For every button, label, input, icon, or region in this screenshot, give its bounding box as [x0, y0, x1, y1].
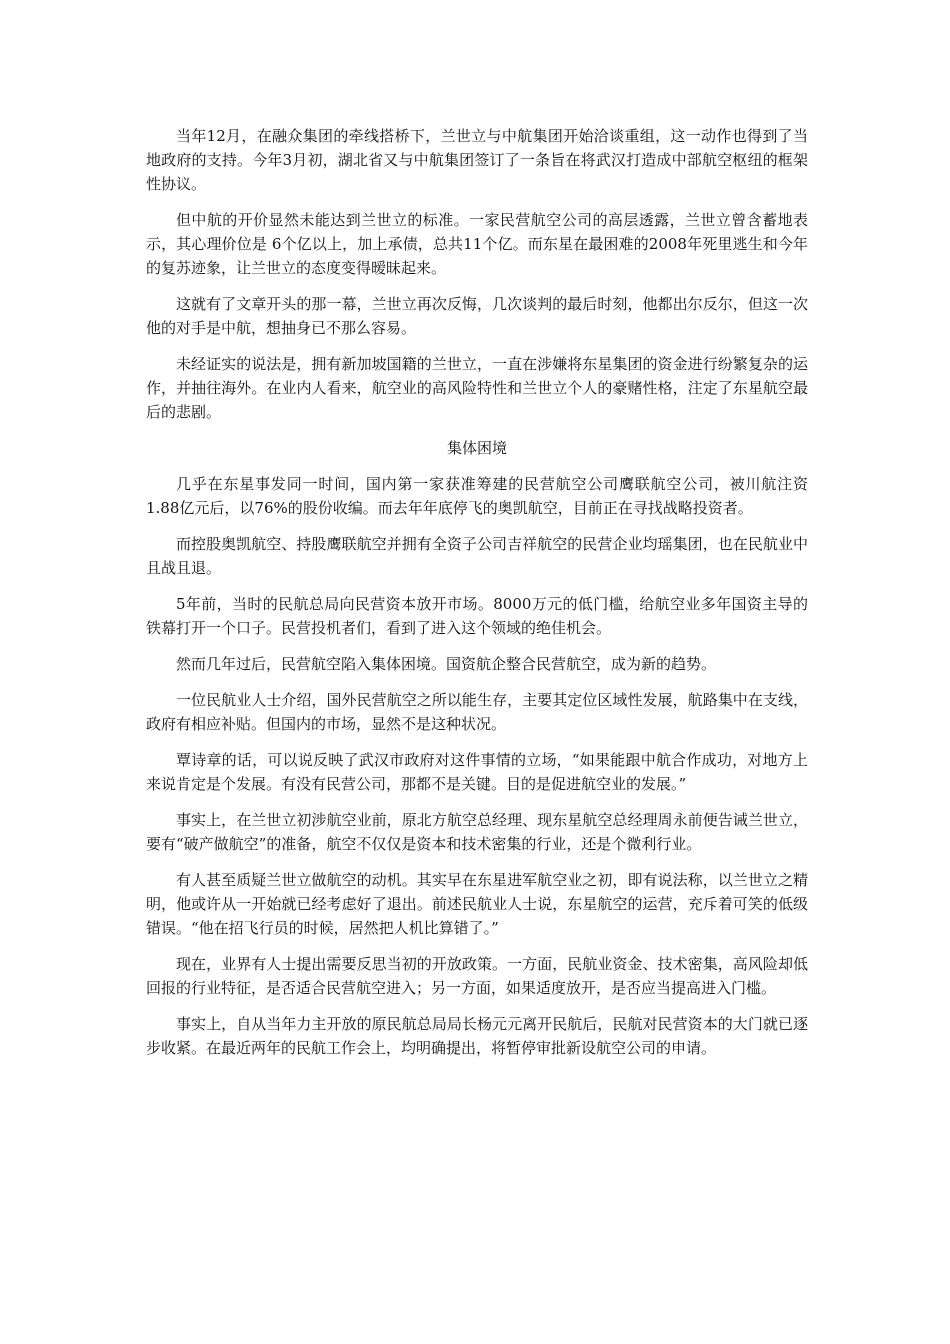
paragraph: 当年12月，在融众集团的牵线搭桥下，兰世立与中航集团开始洽谈重组，这一动作也得到了当地政府的支持。今年3月初，湖北省又与中航集团签订了一条旨在将武汉打造成中部航空枢纽的框架性协议。 — [146, 127, 808, 193]
paragraph: 几乎在东星事发同一时间，国内第一家获准筹建的民营航空公司鹰联航空公司，被川航注资1.88亿元后，以76%的股份收编。而去年年底停飞的奥凯航空，目前正在寻找战略投资者。 — [146, 475, 808, 517]
paragraph: 有人甚至质疑兰世立做航空的动机。其实早在东星进军航空业之初，即有说法称，以兰世立之精明，他或许从一开始就已经考虑好了退出。前述民航业人士说，东星航空的运营，充斥着可笑的低级错误。“他在招飞行员的时候，居然把人机比算错了。” — [146, 871, 808, 937]
paragraph: 然而几年过后，民营航空陷入集体困境。国资航企整合民营航空，成为新的趋势。 — [176, 655, 717, 673]
section-heading: 集体困境 — [446, 439, 507, 457]
paragraph: 事实上，自从当年力主开放的原民航总局局长杨元元离开民航后，民航对民营资本的大门就已逐步收紧。在最近两年的民航工作会上，均明确提出，将暂停审批新设航空公司的申请。 — [146, 1015, 808, 1057]
paragraph: 事实上，在兰世立初涉航空业前，原北方航空总经理、现东星航空总经理周永前便告诫兰世立，要有“破产做航空”的准备，航空不仅仅是资本和技术密集的行业，还是个微利行业。 — [146, 811, 808, 853]
document-page — [146, 124, 808, 1072]
paragraph: 但中航的开价显然未能达到兰世立的标准。一家民营航空公司的高层透露，兰世立曾含蓄地表示，其心理价位是 6个亿以上，加上承债，总共11个亿。而东星在最困难的2008年死里逃生和今年的复苏迹象，让兰世立的态度变得暧昧起来。 — [146, 211, 808, 277]
paragraph: 这就有了文章开头的那一幕，兰世立再次反悔，几次谈判的最后时刻，他都出尔反尔，但这一次他的对手是中航，想抽身已不那么容易。 — [146, 295, 808, 337]
paragraph: 而控股奥凯航空、持股鹰联航空并拥有全资子公司吉祥航空的民营企业均瑶集团，也在民航业中且战且退。 — [146, 535, 808, 577]
paragraph: 5年前，当时的民航总局向民营资本放开市场。8000万元的低门槛，给航空业多年国资主导的铁幕打开一个口子。民营投机者们，看到了进入这个领域的绝佳机会。 — [146, 595, 808, 637]
paragraph: 覃诗章的话，可以说反映了武汉市政府对这件事情的立场，“如果能跟中航合作成功，对地方上来说肯定是个发展。有没有民营公司，那都不是关键。目的是促进航空业的发展。” — [146, 751, 808, 793]
paragraph: 一位民航业人士介绍，国外民营航空之所以能生存，主要其定位区域性发展，航路集中在支线，政府有相应补贴。但国内的市场，显然不是这种状况。 — [146, 691, 808, 733]
paragraph: 现在，业界有人士提出需要反思当初的开放政策。一方面，民航业资金、技术密集，高风险却低回报的行业特征，是否适合民营航空进入；另一方面，如果适度放开，是否应当提高进入门槛。 — [146, 955, 808, 997]
paragraph: 未经证实的说法是，拥有新加坡国籍的兰世立，一直在涉嫌将东星集团的资金进行纷繁复杂的运作，并抽往海外。在业内人看来，航空业的高风险特性和兰世立个人的豪赌性格，注定了东星航空最后的悲剧。 — [146, 355, 808, 421]
